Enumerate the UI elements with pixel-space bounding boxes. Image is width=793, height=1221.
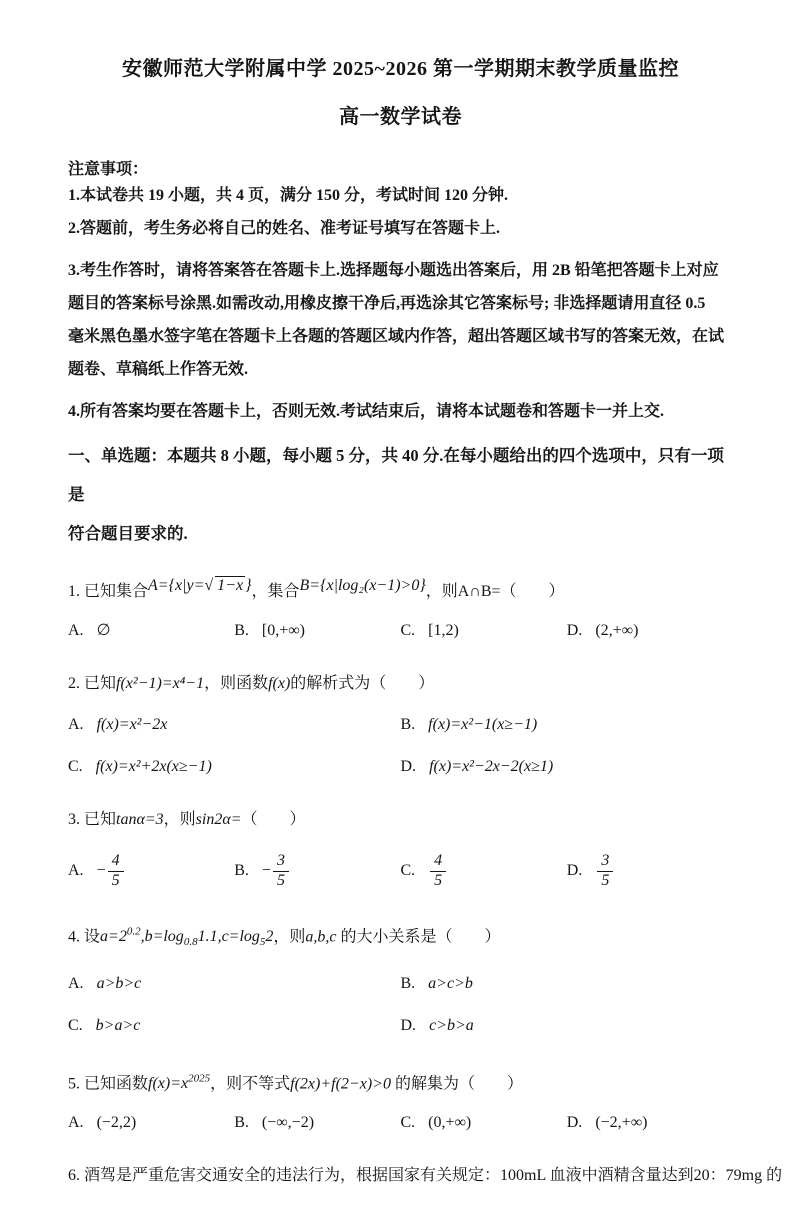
q5-p3: 的解集为（ ） xyxy=(390,1074,523,1092)
q5-option-c xyxy=(401,1109,567,1137)
q1-sqrt xyxy=(204,577,245,594)
q3-option-a xyxy=(68,849,234,893)
q5-p1: 5. 已知函数 xyxy=(68,1074,149,1092)
option-value: [0,+∞) xyxy=(261,622,306,639)
option-label: D. xyxy=(566,1113,583,1131)
fraction xyxy=(108,853,124,890)
q5-function xyxy=(148,1072,211,1092)
option-label: A. xyxy=(68,622,84,639)
q4-abc: a,b,c xyxy=(305,928,337,946)
q5-option-b xyxy=(234,1109,400,1137)
numerator: 3 xyxy=(601,852,610,870)
question-5-options xyxy=(68,1109,733,1137)
q5-exponent: 2025 xyxy=(188,1072,211,1085)
option-value: (0,+∞) xyxy=(428,1113,472,1131)
q2-option-c xyxy=(68,753,401,781)
option-label: A. xyxy=(68,862,84,879)
option-label: C. xyxy=(68,758,83,775)
notice-item-3-line3: 毫米黑色墨水签字笔在答题卡上各题的答题区域内作答，超出答题区域书写的答案无效，在试 xyxy=(68,328,725,345)
q1-set-b: B={x|log₂(x−1)>0} xyxy=(299,577,426,594)
option-value: f(x)=x²−2x xyxy=(96,716,168,733)
exam-title-line2: 高一数学试卷 xyxy=(339,106,462,128)
fraction xyxy=(597,853,613,890)
q4-c-eq: 1.1,c=log xyxy=(197,928,260,946)
q2-option-b xyxy=(401,711,734,739)
q5-p2: ，则不等式 xyxy=(210,1074,291,1092)
option-label: B. xyxy=(400,716,416,733)
option-value: a>b>c xyxy=(96,974,142,992)
minus-sign: − xyxy=(96,862,106,879)
q1-suffix: ，则A∩B=（ ） xyxy=(425,583,565,600)
q3-option-b xyxy=(234,849,400,893)
option-label: B. xyxy=(234,622,249,639)
denominator: 5 xyxy=(597,871,613,890)
option-value: c>b>a xyxy=(429,1016,474,1034)
option-label: D. xyxy=(400,1016,417,1034)
q4-log-base-2: 5 xyxy=(259,936,266,949)
option-label: B. xyxy=(234,862,249,879)
q4-option-d xyxy=(401,1012,734,1040)
option-label: D. xyxy=(400,758,417,775)
q5-option-d xyxy=(567,1109,733,1137)
q2-option-d xyxy=(401,753,734,781)
option-label: C. xyxy=(400,622,416,639)
q1-option-d xyxy=(567,617,733,645)
question-3-stem xyxy=(68,805,733,835)
q3-mid: ，则 xyxy=(163,811,196,828)
question-1-stem xyxy=(68,577,733,607)
q3-option-c xyxy=(401,849,567,893)
q2-fx: f(x) xyxy=(268,675,291,692)
option-value: f(x)=x²−2x−2(x≥1) xyxy=(429,758,554,775)
q1-option-c xyxy=(401,617,567,645)
notice-item-4: 4.所有答案均要在答题卡上，否则无效.考试结束后，请将本试题卷和答题卡一并上交. xyxy=(68,403,665,420)
fraction xyxy=(430,853,446,890)
notice-item-3 xyxy=(68,254,733,386)
q1-radicand: 1−x xyxy=(217,577,244,594)
notice-heading: 注意事项： xyxy=(68,161,149,178)
notice-item-3-line4: 题卷、草稿纸上作答无效. xyxy=(68,361,249,378)
denominator: 5 xyxy=(430,871,446,890)
q1-set-a xyxy=(148,571,251,601)
option-label: D. xyxy=(566,622,583,639)
denominator: 5 xyxy=(108,871,124,890)
q4-option-a xyxy=(68,970,401,998)
denominator: 5 xyxy=(273,871,289,890)
option-value: b>a>c xyxy=(95,1016,141,1034)
q2-suffix: 的解析式为（ ） xyxy=(290,675,435,692)
option-value: f(x)=x²−1(x≥−1) xyxy=(428,716,538,733)
notice-item-3-line2: 题目的答案标号涂黑.如需改动,用橡皮擦干净后,再选涂其它答案标号; 非选择题请用直径 0.5 xyxy=(68,295,706,312)
notice-item-1: 1.本试卷共 19 小题，共 4 页，满分 150 分，考试时间 120 分钟. xyxy=(68,187,509,204)
q2-option-a xyxy=(68,711,401,739)
q4-log-base-1: 0.8 xyxy=(183,936,198,949)
q4-a-eq: a=2 xyxy=(100,928,127,946)
q3-eq2: sin2α= xyxy=(195,811,242,828)
question-1-options xyxy=(68,617,733,645)
option-value: ∅ xyxy=(96,622,111,639)
q2-prefix: 2. 已知 xyxy=(68,675,117,692)
option-label: C. xyxy=(68,1016,83,1034)
option-label: A. xyxy=(68,974,84,992)
q1-mid: ，集合 xyxy=(251,583,300,600)
option-value: (−∞,−2) xyxy=(261,1113,315,1131)
question-5-stem xyxy=(68,1064,733,1099)
q4-log-arg: 2 xyxy=(265,928,274,946)
question-2-stem xyxy=(68,669,733,699)
fraction xyxy=(273,853,289,890)
q3-prefix: 3. 已知 xyxy=(68,811,117,828)
option-label: D. xyxy=(566,862,583,879)
option-label: A. xyxy=(68,1113,84,1131)
option-label: C. xyxy=(400,1113,416,1131)
numerator: 3 xyxy=(276,852,285,870)
q4-p2: ，则 xyxy=(273,928,306,946)
q4-p3: 的大小关系是（ ） xyxy=(336,928,501,946)
option-value: (−2,2) xyxy=(96,1113,137,1131)
option-label: C. xyxy=(400,862,416,879)
question-3-options xyxy=(68,849,733,893)
option-value: (−2,+∞) xyxy=(595,1113,648,1131)
q3-eq1: tanα=3 xyxy=(116,811,164,828)
q1-option-b xyxy=(234,617,400,645)
q1-option-a xyxy=(68,617,234,645)
section-heading-line1: 一、单选题：本题共 8 小题，每小题 5 分，共 40 分.在每小题给出的四个选项中，只有一项是 xyxy=(68,446,724,504)
notice-item-2: 2.答题前，考生务必将自己的姓名、准考证号填写在答题卡上. xyxy=(68,220,501,237)
option-value: (2,+∞) xyxy=(595,622,639,639)
minus-sign: − xyxy=(261,862,271,879)
option-label: B. xyxy=(234,1113,249,1131)
option-value: [1,2) xyxy=(428,622,459,639)
question-4-stem xyxy=(68,917,733,958)
q4-option-c xyxy=(68,1012,401,1040)
q3-option-d xyxy=(567,849,733,893)
q1-prefix: 1. 已知集合 xyxy=(68,583,149,600)
q5-inequality: f(2x)+f(2−x)>0 xyxy=(290,1074,391,1092)
q1-set-a-post: } xyxy=(245,577,252,594)
notice-item-3-line1: 3.考生作答时，请将答案答在答题卡上.选择题每小题选出答案后，用 2B 铅笔把答题卡上对应 xyxy=(68,262,719,279)
option-label: A. xyxy=(68,716,84,733)
section-heading-line2: 符合题目要求的. xyxy=(68,524,188,543)
q4-option-b xyxy=(401,970,734,998)
q5-fx: f(x)=x xyxy=(148,1074,189,1092)
option-value: f(x)=x²+2x(x≥−1) xyxy=(95,758,212,775)
q4-b-eq: ,b=log xyxy=(140,928,184,946)
question-4-options xyxy=(68,970,733,1040)
numerator: 4 xyxy=(434,852,443,870)
q4-exponent: 0.2 xyxy=(126,926,141,938)
radical-sign: √ xyxy=(204,577,214,594)
option-label: B. xyxy=(400,974,416,992)
section-heading xyxy=(68,436,733,553)
question-6-stem: 6. 酒驾是严重危害交通安全的违法行为，根据国家有关规定：100mL 血液中酒精含量达到20：79mg 的 xyxy=(68,1166,783,1184)
q4-p1: 4. 设 xyxy=(68,928,101,946)
q4-m1 xyxy=(100,926,274,949)
q2-equation: f(x²−1)=x⁴−1 xyxy=(116,675,205,692)
q3-suffix: （ ） xyxy=(241,811,306,828)
option-value: a>c>b xyxy=(428,974,473,992)
q2-mid: ，则函数 xyxy=(204,675,269,692)
question-2-options xyxy=(68,711,733,781)
q1-set-a-pre: A={x|y= xyxy=(148,577,205,594)
numerator: 4 xyxy=(111,852,120,870)
exam-title-line1: 安徽师范大学附属中学 2025~2026 第一学期期末教学质量监控 xyxy=(122,58,679,80)
q5-option-a xyxy=(68,1109,234,1137)
